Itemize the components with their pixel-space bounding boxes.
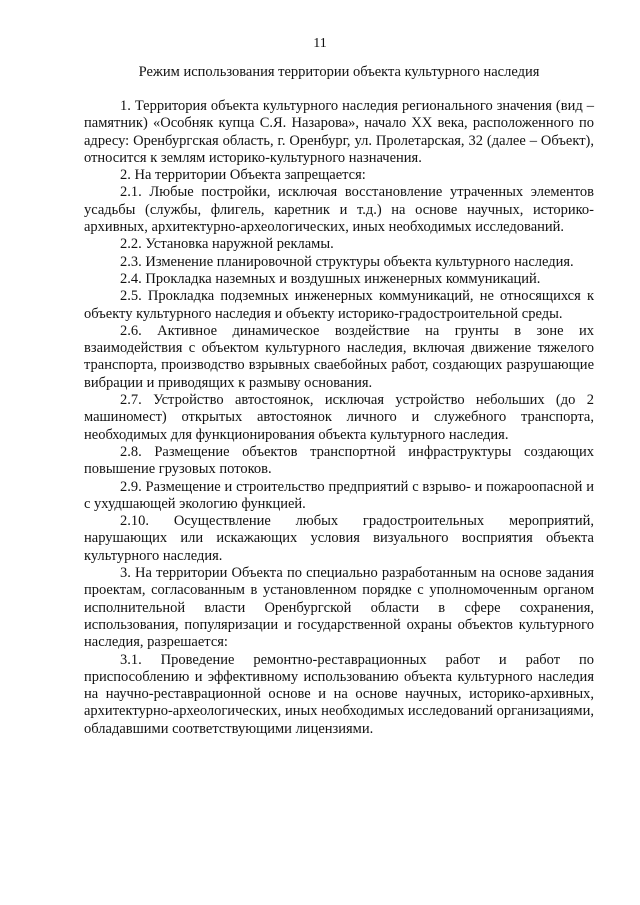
paragraph-2-3: 2.3. Изменение планировочной структуры объекта культурного наследия.: [120, 253, 574, 270]
paragraph-2-4: 2.4. Прокладка наземных и воздушных инженерных коммуникаций.: [120, 270, 541, 287]
page-number: 11: [313, 36, 327, 51]
paragraph-3: 3. На территории Объекта по специально разработанным на основе задания проектам, согласованным в установленном порядке с уполномоченным органом исполнительной власти Оренбургской области в сфере сохранения, использования, популяризации и государственной охраны объектов культурного наследия, разрешается:: [84, 565, 594, 651]
paragraph-2-6: 2.6. Активное динамическое воздействие на грунты в зоне их взаимодействия с объектом культурного наследия, включая движение тяжелого транспорта, производство взрывных свaебойных работ, создающих разрушающие вибрации и приводящих к размыву основания.: [84, 322, 594, 391]
page-title: Режим использования территории объекта культурного наследия: [138, 64, 540, 80]
paragraph-1: 1. Территория объекта культурного наследия регионального значения (вид – памятник) «Особняк купца С.Я. Назарова», начало XX века, расположенного по адресу: Оренбургская область, г. Оренбург, ул. Пролетарская, 32 (далее – Объект), относится к землям историко-культурного назначения.: [84, 98, 594, 166]
paragraph-2-10: 2.10. Осуществление любых градостроительных мероприятий, нарушающих или искажающих условия визуального восприятия объекта культурного наследия.: [84, 513, 594, 564]
paragraph-2-9: 2.9. Размещение и строительство предприятий с взрыво- и пожароопасной и с ухудшающей экологию функцией.: [84, 478, 594, 512]
paragraph-2-7: 2.7. Устройство автостоянок, исключая устройство небольших (до 2 машиномест) открытых автостоянок личного и служебного транспорта, необходимых для функционирования объекта культурного наследия.: [84, 392, 594, 443]
paragraph-2: 2. На территории Объекта запрещается:: [120, 167, 366, 184]
paragraph-2-2: 2.2. Установка наружной рекламы.: [120, 236, 334, 253]
paragraph-2-8: 2.8. Размещение объектов транспортной инфраструктуры создающих повышение грузовых потоков.: [84, 443, 594, 478]
paragraph-2-1: 2.1. Любые постройки, исключая восстановление утраченных элементов усадьбы (службы, флигель, каретник и т.д.) на основе научных, историко-архивных, архитектурно-археологических, иных необходимых исследований.: [84, 184, 594, 236]
document-body: [84, 98, 594, 738]
paragraph-2-5: 2.5. Прокладка подземных инженерных коммуникаций, не относящихся к объекту культурного наследия и объекту историко-градостроительной среды.: [84, 288, 594, 322]
paragraph-3-1: 3.1. Проведение ремонтно-реставрационных работ и работ по приспособлению и эффективному использованию объекта культурного наследия на научно-реставрационной основе и на основе научных, историко-архивных, архитектурно-археологических, иных необходимых исследований организациями, обладавшими соответствующими лицензиями.: [84, 651, 594, 737]
